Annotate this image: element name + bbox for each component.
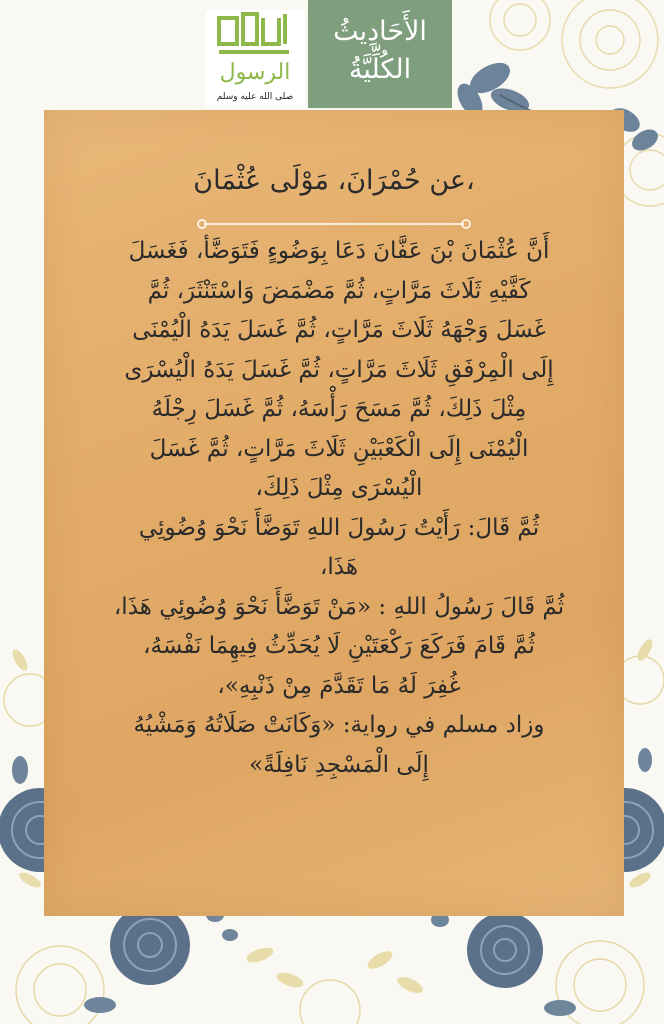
hadith-text [100, 232, 578, 785]
badge-title-line1: الأَحَادِيثُ [333, 16, 427, 47]
hadith-line: إِلَى الْمِرْفَقِ ثَلَاثَ مَرَّاتٍ، ثُمَّ غَسَلَ يَدَهُ الْيُسْرَى [124, 356, 554, 383]
collection-badge [308, 0, 452, 108]
logo-text: الرسول [219, 60, 291, 85]
logo-subtitle: صلى الله عليه وسلم [216, 92, 294, 102]
hadith-line: غُفِرَ لَهُ مَا تَقَدَّمَ مِنْ ذَنْبِهِ»، [217, 672, 461, 699]
hadith-line: ثُمَّ قَامَ فَرَكَعَ رَكْعَتَيْنِ لَا يُحَدِّثُ فِيهِمَا نَفْسَهُ، [143, 633, 535, 659]
logo [205, 10, 305, 108]
hadith-line: ثُمَّ قَالَ رَسُولُ اللهِ : «مَنْ تَوَضَّأَ نَحْوَ وُضُوئِي هَذَا، [113, 593, 565, 620]
narrator-title: عن حُمْرَانَ، مَوْلَى عُثْمَانَ، [193, 165, 475, 196]
badge-title-line2: الكُلِّيَّةُ [348, 54, 412, 85]
hadith-line: الْيُمْنَى إِلَى الْكَعْبَيْنِ ثَلَاثَ مَرَّاتٍ، ثُمَّ غَسَلَ [149, 435, 529, 462]
hadith-line: وزاد مسلم في رواية: «وَكَانَتْ صَلَاتُهُ وَمَشْيُهُ [133, 712, 545, 738]
hadith-line: كَفَّيْهِ ثَلَاثَ مَرَّاتٍ، ثُمَّ مَضْمَضَ وَاسْتَنْثَرَ، ثُمَّ [147, 277, 531, 304]
hadith-line: ثُمَّ قَالَ: رَأَيْتُ رَسُولَ اللهِ تَوَضَّأَ نَحْوَ وُضُوئِي [138, 514, 540, 541]
hadith-line: غَسَلَ وَجْهَهُ ثَلَاثَ مَرَّاتٍ، ثُمَّ غَسَلَ يَدَهُ الْيُمْنَى [132, 317, 546, 343]
hadith-card [44, 110, 624, 916]
hadith-line: الْيُسْرَى مِثْلَ ذَلِكَ، [255, 475, 423, 501]
ornamental-divider [194, 216, 474, 232]
hadith-line: هَذَا، [319, 554, 358, 580]
hadith-line: إِلَى الْمَسْجِدِ نَافِلَةً» [249, 751, 429, 778]
hadith-line: أَنَّ عُثْمَانَ بْنَ عَفَّانَ دَعَا بِوَضُوءٍ فَتَوَضَّأ، فَغَسَلَ [128, 238, 550, 264]
hadith-line: مِثْلَ ذَلِكَ، ثُمَّ مَسَحَ رَأْسَهُ، ثُمَّ غَسَلَ رِجْلَهُ [151, 396, 527, 422]
